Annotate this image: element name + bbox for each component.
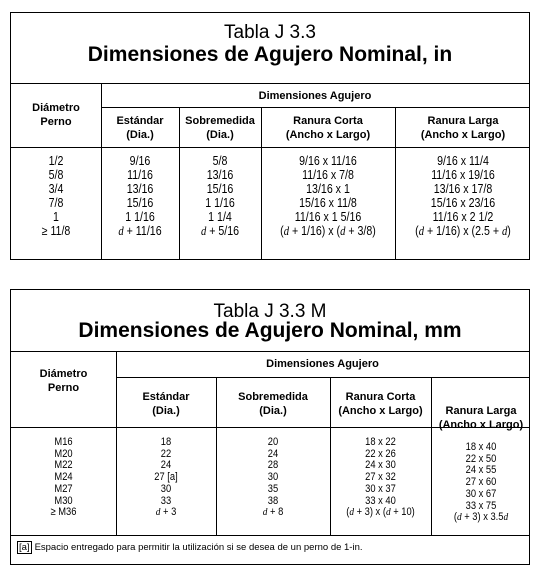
column-ranura-larga [405, 154, 521, 238]
footnote-marker: [a] [19, 542, 30, 553]
header-ranura-corta: Ranura Corta (Ancho x Largo) [338, 391, 423, 417]
column-diametro [19, 437, 108, 519]
header-ranura-larga: Ranura Larga (Ancho x Largo) [420, 115, 506, 141]
cell: (d + 3) x 3.5d [453, 511, 509, 524]
cell: 24 [160, 459, 172, 472]
cell: 30 [267, 471, 279, 484]
table2-title-line2: Dimensiones de Agujero Nominal, mm [78, 319, 462, 342]
header-ranura-corta: Ranura Corta (Ancho x Largo) [285, 115, 371, 141]
cell: 1/2 [48, 154, 64, 168]
cell: M30 [54, 494, 73, 507]
cell: 13/16 x 1 [306, 182, 350, 196]
cell: d + 5/16 [200, 224, 240, 238]
cell: d + 11/16 [118, 224, 162, 238]
cell: 13/16 [206, 168, 234, 182]
cell: 33 [160, 494, 172, 507]
cell: M20 [54, 447, 73, 460]
divider [101, 83, 102, 259]
header-diametro: Diámetro Perno [32, 102, 80, 128]
cell: 3/4 [48, 182, 64, 196]
cell: 15/16 [206, 182, 234, 196]
cell: 15/16 x 23/16 [430, 196, 496, 210]
column-diametro [18, 154, 95, 238]
cell: 22 x 50 [465, 452, 497, 465]
cell: 1 1/16 [125, 210, 155, 224]
column-estandar [107, 154, 173, 238]
header-dimensiones: Dimensiones Agujero [266, 358, 379, 370]
cell: 18 x 22 [365, 436, 396, 448]
cell: ≥ M36 [50, 506, 77, 519]
cell: 5/8 [212, 154, 228, 168]
cell: 18 [160, 436, 172, 448]
cell: 9/16 x 11/16 [299, 154, 357, 168]
table2-title-line1: Tabla J 3.3 M [213, 301, 327, 322]
column-estandar [124, 437, 209, 519]
cell: 33 x 40 [365, 494, 396, 507]
column-ranura-corta [271, 154, 385, 238]
cell: 27 [a] [154, 471, 178, 484]
divider [11, 351, 529, 352]
footnote-text: Espacio entregado para permitir la utilización si se desea de un perno de 1-in. [34, 542, 363, 553]
cell: 15/16 x 11/8 [299, 196, 357, 210]
cell: 11/16 x 7/8 [302, 168, 354, 182]
cell: 15/16 [126, 196, 154, 210]
cell: M22 [54, 459, 73, 472]
header-dimensiones: Dimensiones Agujero [258, 90, 372, 102]
cell: 30 x 67 [465, 487, 497, 500]
divider [11, 535, 529, 536]
cell: 1 1/4 [208, 210, 232, 224]
cell: 33 x 75 [465, 499, 497, 512]
cell: d + 3 [155, 506, 177, 519]
column-ranura-corta [338, 437, 424, 519]
cell: (d + 3) x (d + 10) [346, 506, 415, 519]
cell: 11/16 x 2 1/2 [432, 210, 494, 224]
cell: ≥ 11/8 [41, 224, 71, 238]
cell: 27 x 32 [365, 471, 396, 484]
divider [431, 377, 432, 535]
cell: 22 [160, 447, 172, 460]
divider [11, 147, 529, 148]
cell: 24 x 55 [465, 464, 497, 477]
cell: 20 [267, 436, 279, 448]
cell: 30 x 37 [365, 482, 396, 495]
header-diametro: Diámetro Perno [39, 368, 88, 394]
cell: 35 [267, 482, 279, 495]
column-sobremedida [225, 437, 322, 519]
column-sobremedida [185, 154, 255, 238]
cell: 13/16 x 17/8 [433, 182, 493, 196]
cell: (d + 1/16) x (2.5 + d) [415, 224, 511, 238]
cell: 11/16 x 1 5/16 [294, 210, 362, 224]
cell: 18 x 40 [465, 441, 497, 453]
divider [11, 83, 529, 84]
cell: 30 [160, 482, 172, 495]
header-estandar: Estándar (Dia.) [116, 115, 164, 141]
cell: 38 [267, 494, 279, 507]
footnote [17, 542, 363, 553]
cell: (d + 1/16) x (d + 3/8) [280, 224, 376, 238]
cell: 24 x 30 [365, 459, 396, 472]
header-sobremedida: Sobremedida (Dia.) [238, 391, 308, 417]
cell: 13/16 [126, 182, 154, 196]
cell: 1 1/16 [205, 196, 235, 210]
cell: 9/16 [129, 154, 151, 168]
header-estandar: Estándar (Dia.) [142, 391, 190, 417]
cell: 7/8 [48, 196, 64, 210]
column-ranura-larga [439, 442, 524, 524]
table1-title-line2: Dimensiones de Agujero Nominal, in [87, 43, 453, 66]
header-sobremedida: Sobremedida (Dia.) [185, 115, 255, 141]
header-ranura-larga: Ranura Larga (Ancho x Largo) [438, 405, 524, 431]
cell: 5/8 [48, 168, 64, 182]
cell: 24 [267, 447, 279, 460]
cell: M27 [54, 482, 73, 495]
cell: 28 [267, 459, 279, 472]
divider [116, 377, 529, 378]
cell: 11/16 [127, 168, 153, 182]
cell: 9/16 x 11/4 [437, 154, 489, 168]
table-inches [10, 12, 530, 260]
cell: 11/16 x 19/16 [431, 168, 495, 182]
cell: 1 [53, 210, 59, 224]
divider [116, 351, 117, 535]
cell: M16 [54, 436, 73, 448]
table1-title-line1: Tabla J 3.3 [224, 22, 316, 43]
cell: 27 x 60 [465, 476, 497, 489]
table-mm [10, 289, 530, 565]
divider [101, 107, 529, 108]
cell: d + 8 [262, 506, 284, 519]
cell: 22 x 26 [365, 447, 396, 460]
cell: M24 [54, 471, 73, 484]
